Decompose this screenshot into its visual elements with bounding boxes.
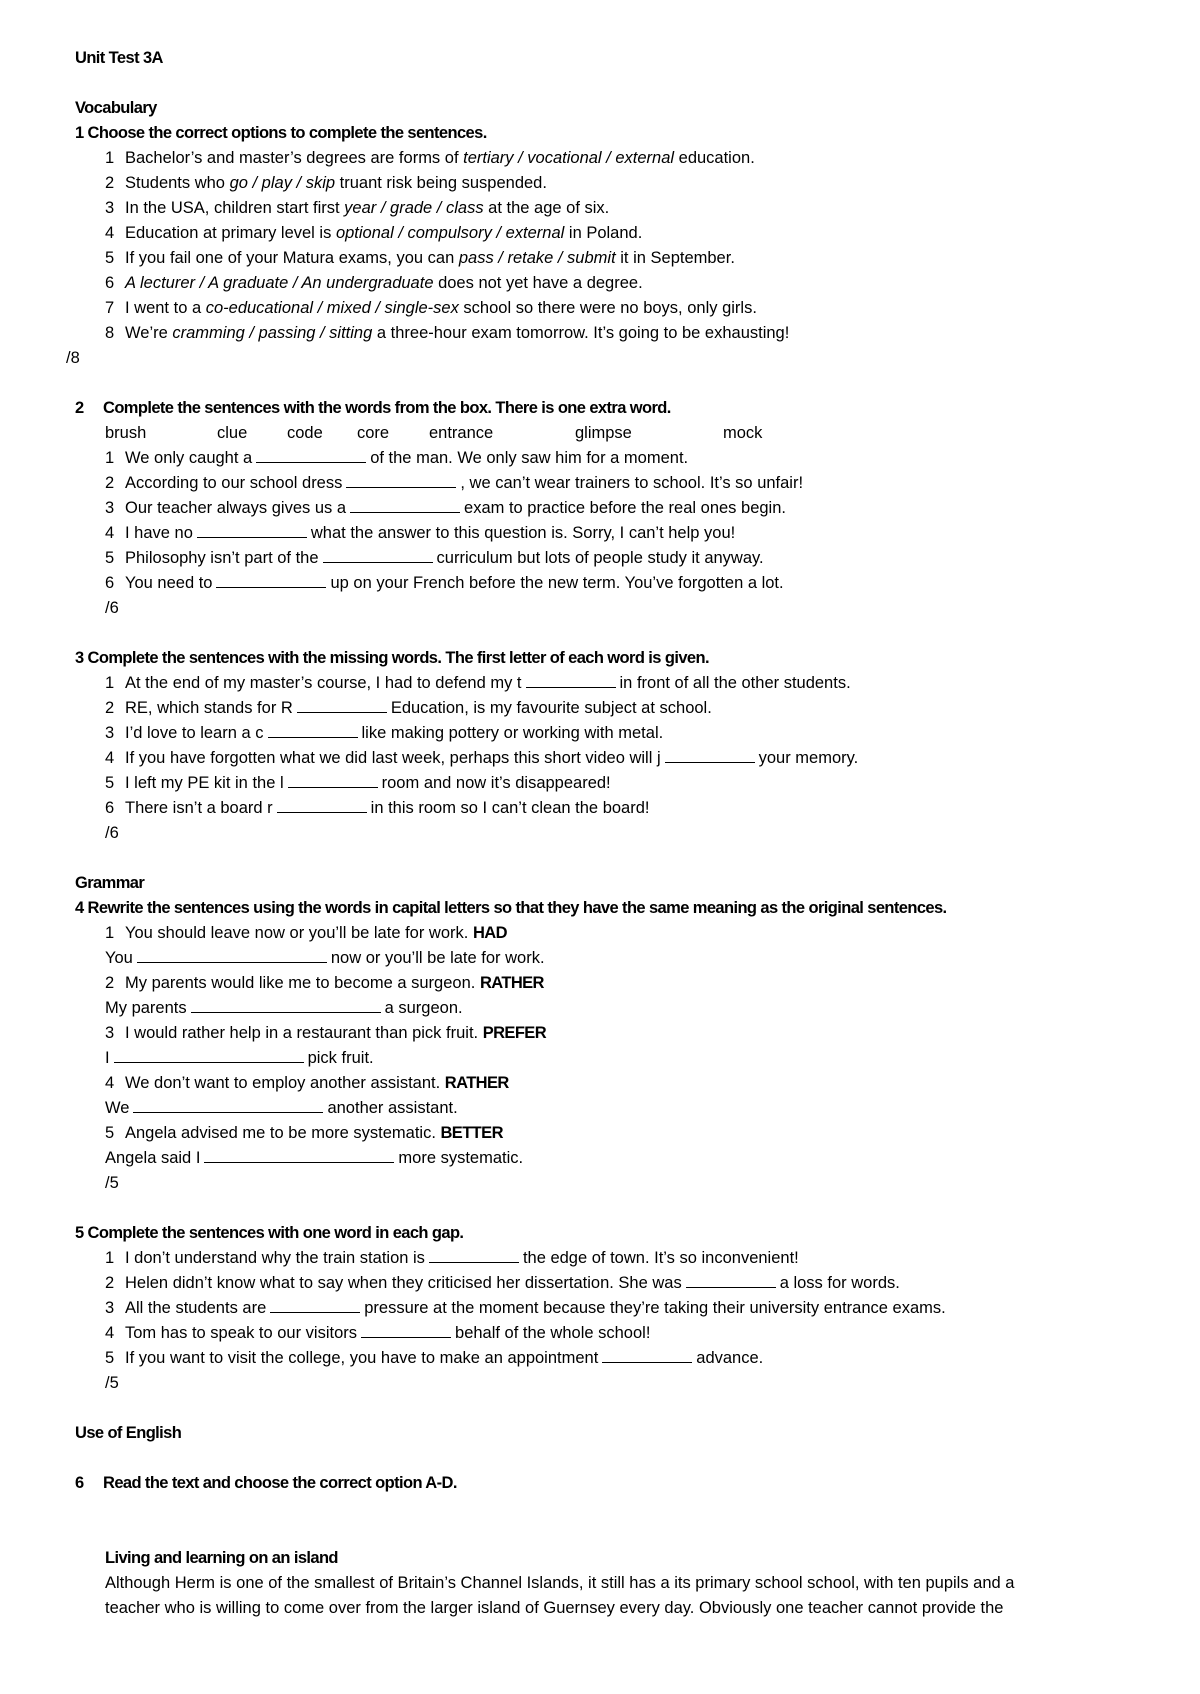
item-text: I left my PE kit in the l (125, 774, 284, 792)
item-text: At the end of my master’s course, I had to defend my t (125, 674, 522, 692)
item-text: I (105, 1049, 110, 1067)
item-number: 4 (105, 524, 115, 542)
ex3-item (75, 746, 1135, 771)
answer-blank[interactable] (429, 1248, 519, 1263)
answer-blank[interactable] (288, 773, 378, 788)
ex4-instruction: 4 Rewrite the sentences using the words in capital letters so that they have the same meaning as the original sentences. (75, 899, 947, 917)
item-options: pass / retake / submit (458, 249, 616, 267)
ex2-word-box (75, 421, 1135, 446)
item-text: We don’t want to employ another assistant. (125, 1074, 445, 1092)
ex4-item-rewrite (75, 996, 1135, 1021)
key-word: HAD (472, 924, 507, 942)
item-number: 2 (105, 174, 115, 192)
item-text: You need to (125, 574, 213, 592)
ex2-instruction (75, 396, 1135, 421)
box-word: clue (217, 424, 248, 442)
item-text: We (105, 1099, 130, 1117)
item-text: truant risk being suspended. (335, 174, 547, 192)
ex2-list (75, 446, 1135, 596)
item-text: curriculum but lots of people study it anyway. (436, 549, 764, 567)
item-text: I don’t understand why the train station is (125, 1249, 425, 1267)
ex1-list (75, 146, 1135, 346)
item-text: of the man. We only saw him for a moment. (370, 449, 689, 467)
item-number: 2 (105, 1274, 115, 1292)
section-heading-grammar: Grammar (75, 874, 145, 892)
item-text: a surgeon. (384, 999, 463, 1017)
ex2-item (75, 496, 1135, 521)
item-text: In the USA, children start first (125, 199, 345, 217)
ex5-score: /5 (105, 1374, 119, 1392)
ex4-item-rewrite (75, 946, 1135, 971)
item-text: I went to a (125, 299, 206, 317)
item-number: 5 (105, 774, 115, 792)
answer-blank[interactable] (686, 1273, 776, 1288)
item-number: 4 (105, 1324, 115, 1342)
ex2-item (75, 471, 1135, 496)
ex3-item (75, 771, 1135, 796)
item-number: 6 (105, 799, 115, 817)
item-number: 2 (105, 699, 115, 717)
item-text: advance. (696, 1349, 764, 1367)
answer-blank[interactable] (277, 798, 367, 813)
reading-text-title: Living and learning on an island (105, 1549, 338, 1567)
ex5-item (75, 1246, 1135, 1271)
ex4-item-rewrite (75, 1096, 1135, 1121)
item-text: a loss for words. (779, 1274, 900, 1292)
answer-blank[interactable] (297, 698, 387, 713)
section-heading-use-of-english: Use of English (75, 1424, 182, 1442)
item-number: 3 (105, 724, 115, 742)
item-options: optional / compulsory / external (335, 224, 565, 242)
ex3-score: /6 (105, 824, 119, 842)
item-text: I have no (125, 524, 193, 542)
ex1-item (75, 146, 1135, 171)
item-text: Our teacher always gives us a (125, 499, 347, 517)
answer-blank[interactable] (270, 1298, 360, 1313)
ex4-item-sentence (75, 971, 1135, 996)
ex4-item-sentence (75, 1021, 1135, 1046)
ex1-item (75, 296, 1135, 321)
ex4-item-sentence (75, 1071, 1135, 1096)
item-text: Helen didn’t know what to say when they criticised her dissertation. She was (125, 1274, 682, 1292)
answer-blank[interactable] (256, 448, 366, 463)
item-text: at the age of six. (483, 199, 610, 217)
answer-blank[interactable] (191, 998, 381, 1013)
answer-blank[interactable] (361, 1323, 451, 1338)
item-text: like making pottery or working with metal. (361, 724, 664, 742)
item-text: the edge of town. It’s so inconvenient! (522, 1249, 799, 1267)
ex5-item (75, 1296, 1135, 1321)
ex2-instruction-text: Complete the sentences with the words from the box. There is one extra word. (103, 399, 671, 417)
item-number: 7 (105, 299, 115, 317)
item-text: If you have forgotten what we did last week, perhaps this short video will j (125, 749, 661, 767)
box-word: mock (723, 424, 763, 442)
reading-text-line: Although Herm is one of the smallest of Britain’s Channel Islands, it still has a its primary school school, with ten pupils and a (105, 1574, 1015, 1592)
key-word: PREFER (482, 1024, 547, 1042)
item-text: a three-hour exam tomorrow. It’s going to be exhausting! (372, 324, 790, 342)
ex3-list (75, 671, 1135, 821)
item-number: 1 (105, 449, 115, 467)
ex5-instruction: 5 Complete the sentences with one word in each gap. (75, 1224, 464, 1242)
item-number: 4 (105, 749, 115, 767)
page-title: Unit Test 3A (75, 49, 163, 67)
answer-blank[interactable] (346, 473, 456, 488)
answer-blank[interactable] (137, 948, 327, 963)
item-number: 3 (105, 499, 115, 517)
item-text: school so there were no boys, only girls. (458, 299, 757, 317)
item-number: 2 (105, 974, 115, 992)
ex1-item (75, 196, 1135, 221)
answer-blank[interactable] (350, 498, 460, 513)
item-text: Tom has to speak to our visitors (125, 1324, 358, 1342)
item-text: I’d love to learn a c (125, 724, 264, 742)
ex5-list (75, 1246, 1135, 1371)
ex2-item (75, 571, 1135, 596)
item-number: 3 (105, 1299, 115, 1317)
item-text: up on your French before the new term. You’ve forgotten a lot. (330, 574, 784, 592)
item-text: Education, is my favourite subject at school. (390, 699, 712, 717)
item-number: 6 (105, 274, 115, 292)
item-text: We’re (125, 324, 173, 342)
item-text: in this room so I can’t clean the board! (370, 799, 650, 817)
item-number: 1 (105, 1249, 115, 1267)
ex1-item (75, 246, 1135, 271)
item-text: behalf of the whole school! (455, 1324, 651, 1342)
item-number: 3 (105, 199, 115, 217)
ex6-instruction (75, 1471, 1135, 1496)
item-text: RE, which stands for R (125, 699, 293, 717)
item-text: your memory. (758, 749, 859, 767)
item-options: tertiary / vocational / external (463, 149, 675, 167)
item-text: more systematic. (398, 1149, 524, 1167)
item-text: My parents would like me to become a surgeon. (125, 974, 480, 992)
item-options: A lecturer / A graduate / An undergraduate (125, 274, 434, 292)
item-text: another assistant. (327, 1099, 458, 1117)
answer-blank[interactable] (197, 523, 307, 538)
item-number: 2 (105, 474, 115, 492)
item-text: Angela said I (105, 1149, 201, 1167)
ex5-item (75, 1321, 1135, 1346)
item-number: 4 (105, 224, 115, 242)
box-word: brush (105, 424, 147, 442)
item-options: go / play / skip (229, 174, 336, 192)
item-number: 5 (105, 249, 115, 267)
item-text: Education at primary level is (125, 224, 336, 242)
ex3-instruction: 3 Complete the sentences with the missing words. The first letter of each word is given. (75, 649, 709, 667)
item-options: cramming / passing / sitting (172, 324, 373, 342)
ex1-item (75, 321, 1135, 346)
ex3-item (75, 721, 1135, 746)
ex6-instruction-text: Read the text and choose the correct option A-D. (103, 1474, 457, 1492)
item-text: education. (674, 149, 755, 167)
answer-blank[interactable] (204, 1148, 394, 1163)
item-text: pick fruit. (307, 1049, 374, 1067)
ex6-number: 6 (75, 1474, 84, 1492)
ex1-item (75, 271, 1135, 296)
answer-blank[interactable] (602, 1348, 692, 1363)
item-number: 5 (105, 549, 115, 567)
item-number: 3 (105, 1024, 115, 1042)
item-number: 4 (105, 1074, 115, 1092)
ex3-item (75, 696, 1135, 721)
item-text: it in September. (615, 249, 735, 267)
item-text: All the students are (125, 1299, 267, 1317)
ex2-item (75, 446, 1135, 471)
item-number: 1 (105, 924, 115, 942)
ex1-item (75, 221, 1135, 246)
ex2-score: /6 (105, 599, 119, 617)
item-text: Students who (125, 174, 230, 192)
ex4-item-rewrite (75, 1046, 1135, 1071)
item-number: 8 (105, 324, 115, 342)
item-number: 5 (105, 1349, 115, 1367)
answer-blank[interactable] (323, 548, 433, 563)
worksheet-page (66, 46, 1135, 1621)
ex2-number: 2 (75, 399, 84, 417)
item-text: According to our school dress (125, 474, 343, 492)
item-text: Bachelor’s and master’s degrees are forms of (125, 149, 464, 167)
item-text: what the answer to this question is. Sorry, I can’t help you! (310, 524, 736, 542)
item-text: If you fail one of your Matura exams, you can (125, 249, 459, 267)
ex2-item (75, 521, 1135, 546)
item-text: Angela advised me to be more systematic. (125, 1124, 441, 1142)
item-text: in Poland. (564, 224, 643, 242)
item-text: exam to practice before the real ones begin. (464, 499, 786, 517)
ex3-item (75, 671, 1135, 696)
answer-blank[interactable] (268, 723, 358, 738)
answer-blank[interactable] (133, 1098, 323, 1113)
item-text: room and now it’s disappeared! (381, 774, 611, 792)
key-word: RATHER (444, 1074, 509, 1092)
reading-text-line: teacher who is willing to come over from the larger island of Guernsey every day. Obviously one teacher cannot provide the (105, 1599, 1004, 1617)
item-text: If you want to visit the college, you have to make an appointment (125, 1349, 599, 1367)
item-text: My parents (105, 999, 187, 1017)
item-text: Philosophy isn’t part of the (125, 549, 319, 567)
item-number: 1 (105, 674, 115, 692)
item-options: co-educational / mixed / single-sex (205, 299, 459, 317)
answer-blank[interactable] (216, 573, 326, 588)
ex1-score: /8 (66, 349, 80, 367)
item-text: in front of all the other students. (619, 674, 851, 692)
item-text: I would rather help in a restaurant than pick fruit. (125, 1024, 483, 1042)
item-options: year / grade / class (344, 199, 484, 217)
ex5-item (75, 1346, 1135, 1371)
item-text: now or you’ll be late for work. (330, 949, 545, 967)
ex4-score: /5 (105, 1174, 119, 1192)
item-number: 5 (105, 1124, 115, 1142)
item-text: You should leave now or you’ll be late for work. (125, 924, 473, 942)
ex3-item (75, 796, 1135, 821)
item-text: There isn’t a board r (125, 799, 273, 817)
box-word: core (357, 424, 390, 442)
key-word: BETTER (440, 1124, 503, 1142)
item-text: We only caught a (125, 449, 253, 467)
answer-blank[interactable] (665, 748, 755, 763)
ex5-item (75, 1271, 1135, 1296)
key-word: RATHER (479, 974, 544, 992)
item-text: does not yet have a degree. (433, 274, 643, 292)
ex1-instruction: 1 Choose the correct options to complete the sentences. (75, 124, 487, 142)
answer-blank[interactable] (114, 1048, 304, 1063)
item-number: 6 (105, 574, 115, 592)
ex4-item-sentence (75, 1121, 1135, 1146)
item-text: pressure at the moment because they’re taking their university entrance exams. (364, 1299, 946, 1317)
item-text: , we can’t wear trainers to school. It’s so unfair! (460, 474, 804, 492)
box-word: code (287, 424, 323, 442)
section-heading-vocabulary: Vocabulary (75, 99, 157, 117)
ex2-item (75, 546, 1135, 571)
ex1-item (75, 171, 1135, 196)
ex4-item-sentence (75, 921, 1135, 946)
ex4-list (75, 921, 1135, 1171)
box-word: glimpse (575, 424, 632, 442)
item-text: You (105, 949, 133, 967)
box-word: entrance (429, 424, 494, 442)
answer-blank[interactable] (526, 673, 616, 688)
ex4-item-rewrite (75, 1146, 1135, 1171)
item-number: 1 (105, 149, 115, 167)
